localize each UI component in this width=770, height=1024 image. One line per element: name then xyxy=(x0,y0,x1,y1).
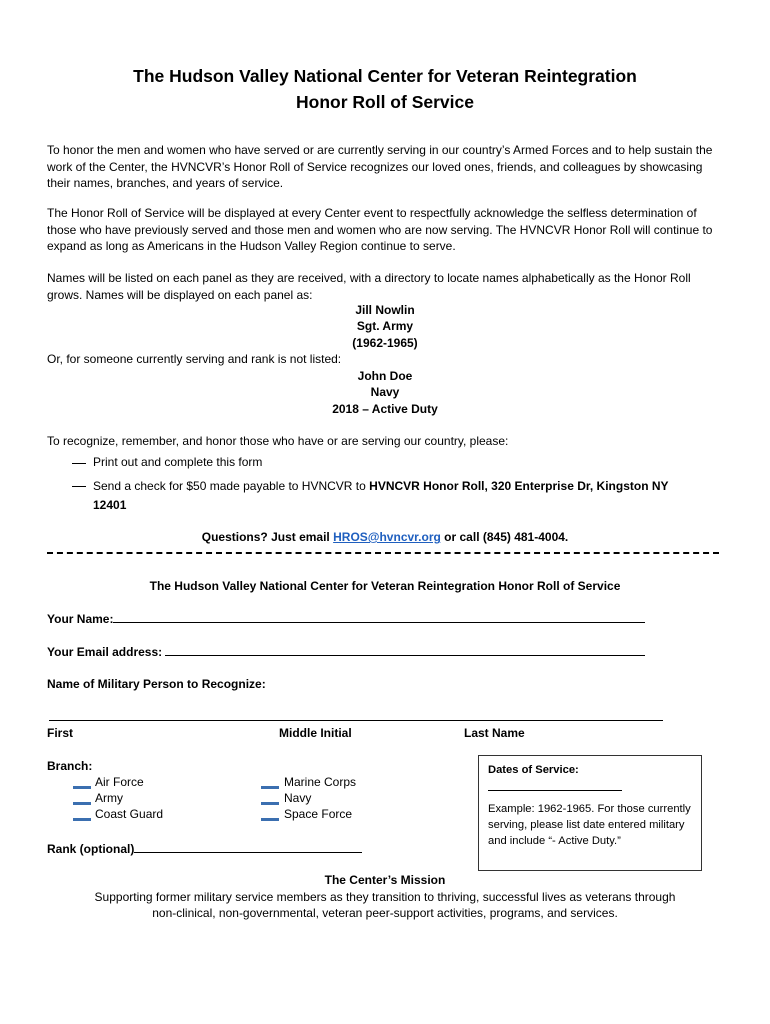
coast-guard-label: Coast Guard xyxy=(95,807,164,821)
rank-label: Rank (optional) xyxy=(47,842,135,856)
dates-of-service-example: Example: 1962-1965. For those currently serving, please list date entered military and include “- Active Duty.” xyxy=(488,803,691,847)
rank-row xyxy=(47,840,362,857)
rank-field[interactable] xyxy=(134,840,362,853)
dates-of-service-title: Dates of Service: xyxy=(488,764,579,776)
mission-title: The Center’s Mission xyxy=(324,873,446,887)
page-subtitle: Honor Roll of Service xyxy=(296,92,474,112)
coast-guard-checkbox[interactable] xyxy=(73,818,91,821)
contact-line xyxy=(0,529,770,546)
step-2 xyxy=(93,477,733,495)
instructions-lead: To recognize, remember, and honor those who have or are serving our country, please: xyxy=(47,434,509,448)
step-2-zip: 12401 xyxy=(93,498,127,512)
your-email-label: Your Email address: xyxy=(47,645,166,659)
military-person-label: Name of Military Person to Recognize: xyxy=(47,677,266,691)
form-title: The Hudson Valley National Center for Veteran Reintegration Honor Roll of Service xyxy=(149,579,621,593)
navy-checkbox[interactable] xyxy=(261,802,279,805)
example-years-2: 2018 – Active Duty xyxy=(332,402,438,416)
air-force-label: Air Force xyxy=(95,775,144,789)
dates-of-service-box xyxy=(478,755,702,871)
example-name-2: John Doe xyxy=(357,369,413,383)
cut-line-divider xyxy=(47,552,719,554)
contact-prefix: Questions? Just email xyxy=(201,530,334,544)
your-name-row xyxy=(47,610,645,627)
bullet-dash-icon xyxy=(72,463,86,464)
step-1: Print out and complete this form xyxy=(93,455,263,469)
mission-text-1: Supporting former military service members as they transition to thriving, successful lives as veterans through xyxy=(94,890,676,904)
or-text: Or, for someone currently serving and rank is not listed: xyxy=(47,352,342,366)
page-title: The Hudson Valley National Center for Veteran Reintegration xyxy=(133,66,637,86)
example-branch-1: Sgt. Army xyxy=(356,319,414,333)
branch-label: Branch: xyxy=(47,759,93,773)
your-email-row xyxy=(47,643,645,660)
air-force-checkbox[interactable] xyxy=(73,786,91,789)
dates-of-service-field[interactable] xyxy=(488,778,622,791)
email-link[interactable]: HROS@hvncvr.org xyxy=(333,530,441,544)
intro-paragraph-1: To honor the men and women who have served or are currently serving in our country’s Armed Forces and to help sustain the work of the Center, the HVNCVR’s Honor Roll of Service recognizes our loved ones, friends, and colleagues by showcasing their names, branches, and years of service. xyxy=(47,143,713,190)
your-name-label: Your Name: xyxy=(47,612,114,626)
army-label: Army xyxy=(95,791,123,805)
example-name-1: Jill Nowlin xyxy=(355,303,415,317)
navy-label: Navy xyxy=(284,791,312,805)
marine-corps-checkbox[interactable] xyxy=(261,786,279,789)
space-force-label: Space Force xyxy=(284,807,353,821)
mission-text-2: non-clinical, non-governmental, veteran peer-support activities, programs, and services. xyxy=(152,906,618,920)
military-person-name-field[interactable] xyxy=(49,720,663,721)
intro-paragraph-3: Names will be listed on each panel as they are received, with a directory to locate names alphabetically as the Honor Roll grows. Names will be displayed on each panel as: xyxy=(47,271,691,302)
middle-initial-label: Middle Initial xyxy=(279,726,352,740)
step-2-address: HVNCVR Honor Roll, 320 Enterprise Dr, Kingston NY xyxy=(369,479,669,493)
space-force-checkbox[interactable] xyxy=(261,818,279,821)
your-name-field[interactable] xyxy=(113,610,645,623)
army-checkbox[interactable] xyxy=(73,802,91,805)
contact-suffix: or call (845) 481-4004. xyxy=(440,530,569,544)
example-branch-2: Navy xyxy=(370,385,400,399)
first-name-label: First xyxy=(47,726,74,740)
intro-paragraph-2: The Honor Roll of Service will be displayed at every Center event to respectfully acknowledge the selfless determination of those who have previously served and those men and women who are now serving. The HVNCVR Honor Roll will continue to expand as long as Americans in the Hudson Valley Region continue to serve. xyxy=(47,206,713,253)
your-email-field[interactable] xyxy=(165,643,645,656)
bullet-dash-icon xyxy=(72,486,86,487)
example-years-1: (1962-1965) xyxy=(352,336,418,350)
step-2-prefix: Send a check for $50 made payable to HVNCVR to xyxy=(93,479,370,493)
marine-corps-label: Marine Corps xyxy=(284,775,357,789)
last-name-label: Last Name xyxy=(464,726,525,740)
